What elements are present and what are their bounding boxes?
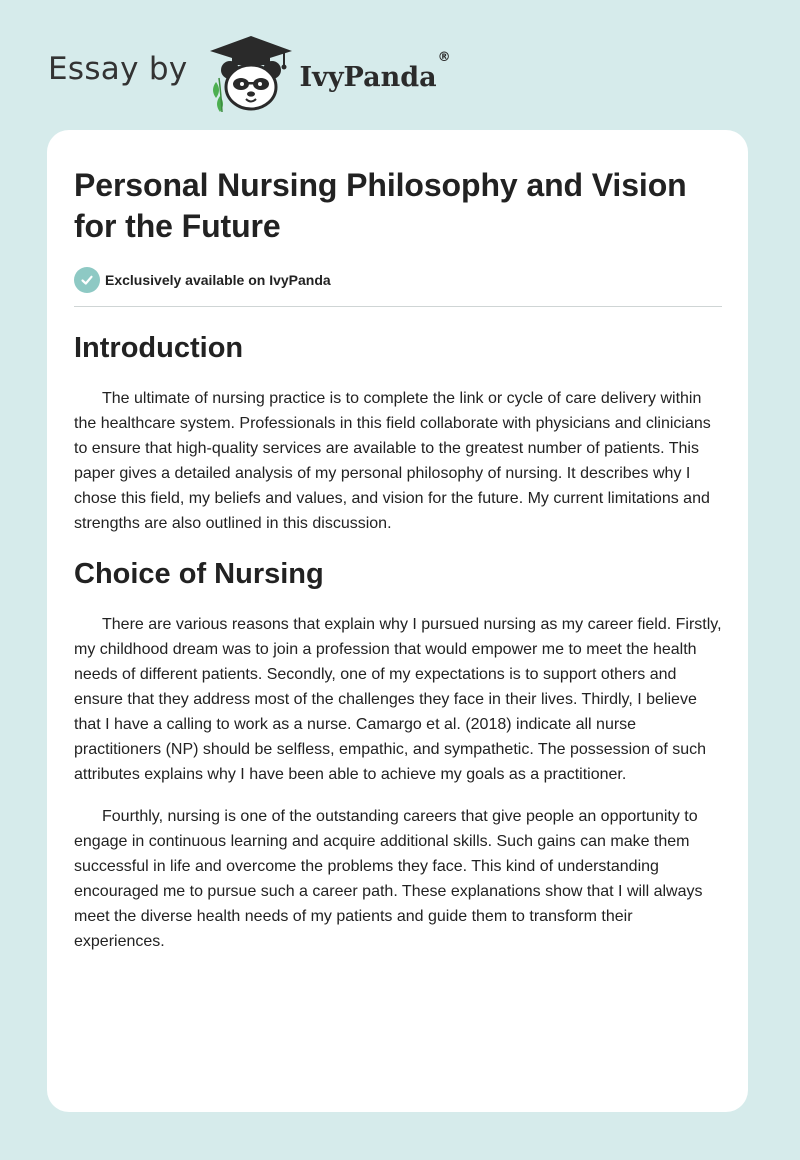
panda-logo-icon[interactable] (206, 34, 296, 114)
check-icon (74, 267, 100, 293)
exclusive-label: Exclusively available on IvyPanda (105, 272, 331, 288)
essay-card (47, 130, 748, 1112)
essay-title: Personal Nursing Philosophy and Vision for the Future (74, 167, 687, 244)
registered-mark: ® (437, 49, 451, 65)
divider (74, 306, 722, 307)
paragraph-introduction: The ultimate of nursing practice is to complete the link or cycle of care delivery within the healthcare system. Professionals in this field collaborate with physicians and clinicians to ensure that high-quality services are available to the greatest number of patients. This paper gives a detailed analysis of my personal philosophy of nursing. It describes why I chose this field, my beliefs and values, and vision for the future. My current limitations and strengths are also outlined in this discussion. (74, 390, 711, 532)
section-heading-choice-of-nursing: Choice of Nursing (74, 558, 324, 590)
site-header (48, 34, 451, 114)
exclusive-badge (74, 267, 722, 293)
brand-name-text: IvyPanda (299, 61, 437, 93)
brand-name[interactable] (299, 49, 451, 93)
brand-prefix: Essay by (48, 51, 188, 87)
paragraph-choice-1: There are various reasons that explain why I pursued nursing as my career field. Firstly, my childhood dream was to join a profession that would empower me to meet the health needs of different patients. Secondly, one of my expectations is to support others and ensure that they address most of the challenges they face in their lives. Thirdly, I believe that I have a calling to work as a nurse. Camargo et al. (2018) indicate all nurse practitioners (NP) should be selfless, empathic, and sympathetic. The possession of such attributes explains why I have been able to achieve my goals as a practitioner. (74, 616, 722, 783)
paragraph-choice-2: Fourthly, nursing is one of the outstanding careers that give people an opportunity to engage in continuous learning and acquire additional skills. Such gains can make them successful in life and overcome the problems they face. This kind of understanding encouraged me to pursue such a career path. These explanations show that I will always meet the diverse health needs of my patients and guide them to transform their experiences. (74, 808, 703, 950)
section-heading-introduction: Introduction (74, 332, 244, 364)
